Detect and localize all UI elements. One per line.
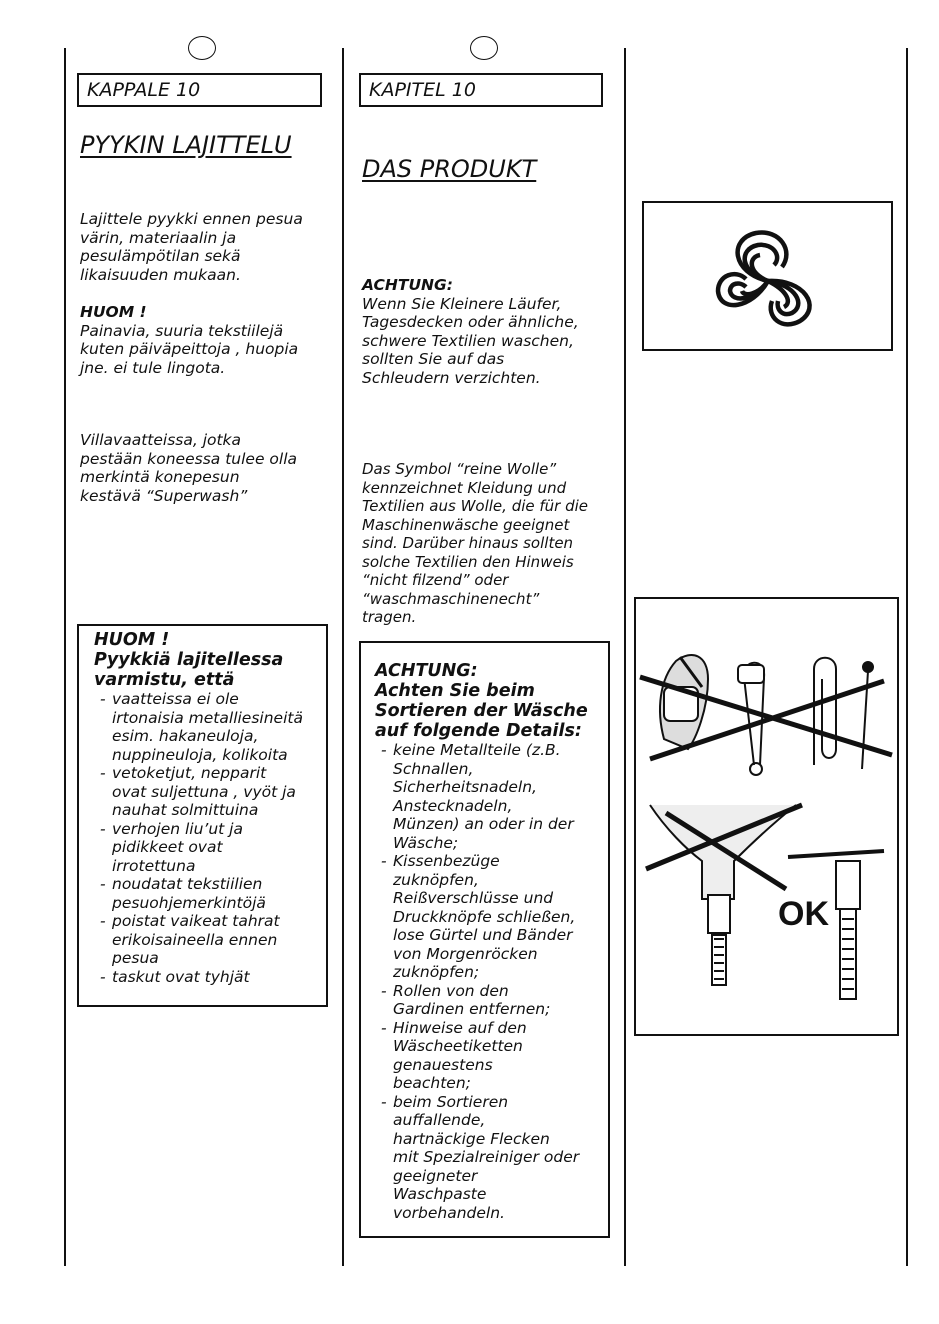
column-rule-2 xyxy=(342,48,344,1266)
list-item: - vetoketjut, nepparit ovat suljettuna , vyöt ja nauhat solmittuina xyxy=(100,764,318,820)
list-item: - keine Metallteile (z.B. Schnallen, Sicherheitsnadeln, Anstecknadeln, Münzen) an oder in der Wäsche; xyxy=(381,741,600,852)
checklist-fi xyxy=(100,690,318,986)
list-item: - Hinweise auf den Wäscheetiketten genauestens beachten; xyxy=(381,1019,600,1093)
language-circle-fi xyxy=(188,36,216,60)
list-item: - taskut ovat tyhjät xyxy=(100,968,318,987)
intro-text-fi: Lajittele pyykki ennen pesua värin, materiaalin ja pesulämpötilan sekä likaisuuden mukaan. xyxy=(80,210,303,284)
checklist-box-fi xyxy=(77,624,328,1007)
open-zipper-icon xyxy=(650,805,796,985)
list-item: - Kissenbezüge zuknöpfen, Reißverschlüsse und Druckknöpfe schließen, lose Gürtel und Bänder von Morgenröcken zuknöpfen; xyxy=(381,852,600,982)
list-item: - Rollen von den Gardinen entfernen; xyxy=(381,982,600,1019)
buckle-icon xyxy=(660,655,708,749)
note-fi: HUOM ! Painavia, suuria tekstiilejä kuten päiväpeittoja , huopia jne. ei tule lingota. xyxy=(80,303,299,377)
chapter-heading-fi: KAPPALE 10 xyxy=(77,73,322,107)
woolmark-box xyxy=(642,201,893,351)
pin-icon xyxy=(862,662,873,769)
checklist-box-de xyxy=(359,641,610,1238)
ok-label: OK xyxy=(778,895,829,933)
column-rule-3 xyxy=(624,48,626,1266)
section-title-de: DAS PRODUKT xyxy=(362,155,537,183)
illustration-box xyxy=(634,597,899,1036)
wool-text-fi: Villavaatteissa, jotka pestään koneessa tulee olla merkintä konepesun kestävä “Superwash” xyxy=(80,431,298,505)
woolmark-icon xyxy=(644,203,891,349)
chapter-heading-de: KAPITEL 10 xyxy=(359,73,603,107)
language-circle-de xyxy=(470,36,498,60)
sorting-illustration xyxy=(636,599,897,1034)
checklist-de xyxy=(381,741,600,1222)
paper-clip-icon xyxy=(814,658,836,765)
list-item: - verhojen liu’ut ja pidikkeet ovat irrotettuna xyxy=(100,820,318,876)
list-item: - poistat vaikeat tahrat erikoisaineella ennen pesua xyxy=(100,912,318,968)
list-item: - vaatteissa ei ole irtonaisia metalliesineitä esim. hakaneuloja, nuppineuloja, kolikoita xyxy=(100,690,318,764)
list-item: - noudatat tekstiilien pesuohjemerkintöjä xyxy=(100,875,318,912)
section-title-fi: PYYKIN LAJITTELU xyxy=(80,131,292,159)
checklist-heading-de: ACHTUNG: Achten Sie beim Sortieren der Wäsche auf folgende Details: xyxy=(375,661,588,741)
column-rule-right xyxy=(906,48,908,1266)
checklist-heading-fi: HUOM ! Pyykkiä lajitellessa varmistu, että xyxy=(94,630,284,690)
wool-text-de: Das Symbol “reine Wolle” kennzeichnet Kleidung und Textilien aus Wolle, die für die Maschinenwäsche geeignet sind. Darüber hinaus sollten solche Textilien den Hinweis “nicht filzend” oder “waschmaschinenecht” tragen. xyxy=(362,460,589,626)
safety-pin-icon xyxy=(738,663,764,775)
warning-de: ACHTUNG: Wenn Sie Kleinere Läufer, Tagesdecken oder ähnliche, schwere Textilien waschen, sollten Sie auf das Schleudern verzichten. xyxy=(362,276,579,387)
column-rule-left xyxy=(64,48,66,1266)
list-item: - beim Sortieren auffallende, hartnäckige Flecken mit Spezialreiniger oder geeigneter Waschpaste vorbehandeln. xyxy=(381,1093,600,1223)
